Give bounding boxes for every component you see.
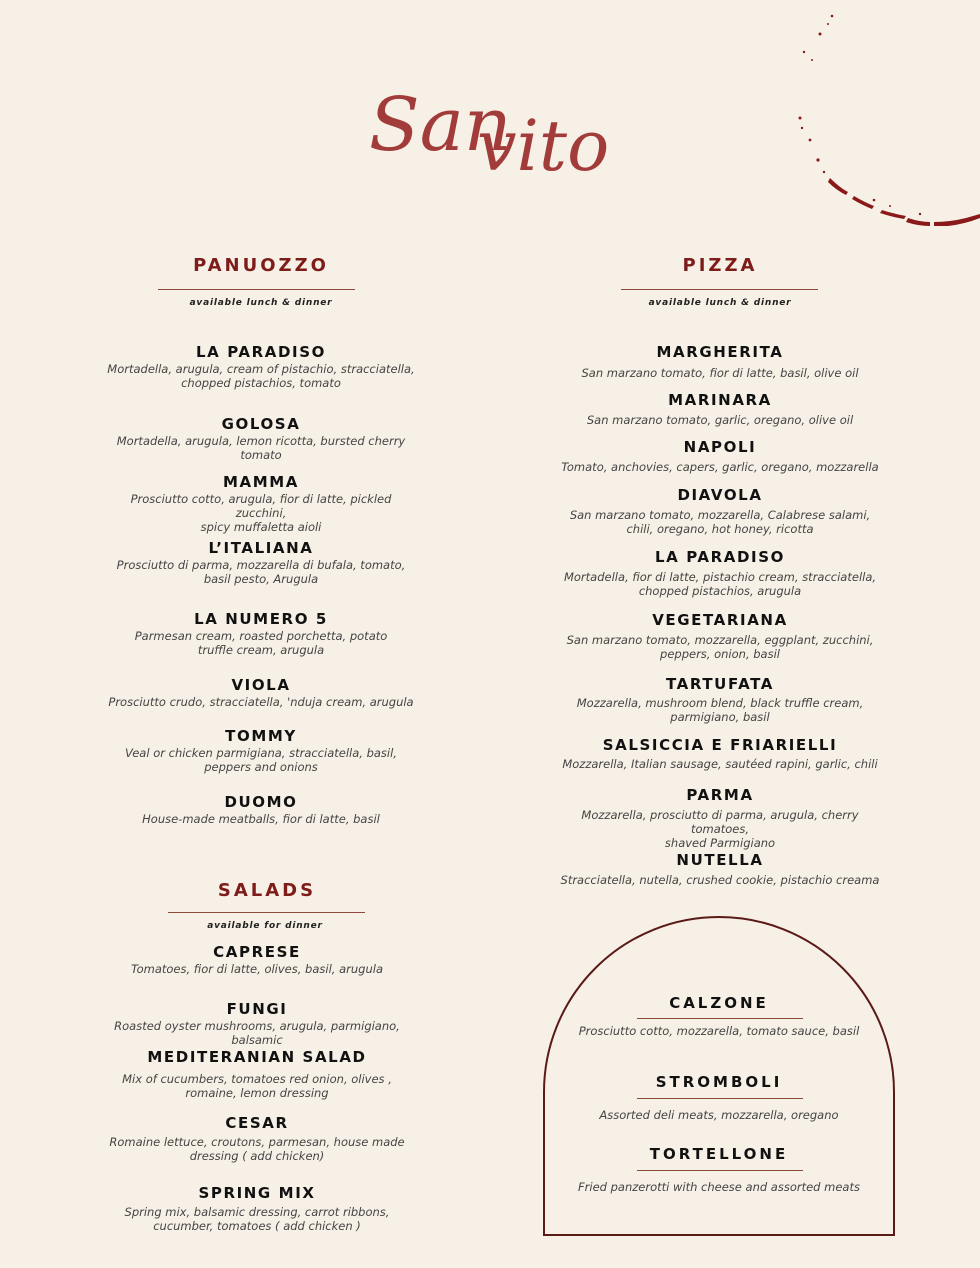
menu-item-desc: cucumber, tomatoes ( add chicken ) <box>153 1219 361 1233</box>
section-title-salads: SALADS <box>217 880 317 901</box>
special-item-desc: Assorted deli meats, mozzarella, oregano <box>599 1108 839 1122</box>
salads-section <box>96 0 418 1268</box>
section-availability-note: available for dinner <box>207 921 323 931</box>
menu-item <box>560 438 880 474</box>
menu-item-desc: Stracciatella, nutella, crushed cookie, pistachio creama <box>560 873 880 887</box>
section-availability-note: available lunch & dinner <box>189 298 333 308</box>
menu-item-name: VIOLA <box>231 676 291 694</box>
menu-item-desc: Mortadella, arugula, lemon ricotta, bursted cherry tomato <box>116 434 406 462</box>
special-divider <box>637 1098 803 1099</box>
menu-item-name: VEGETARIANA <box>652 611 788 629</box>
menu-item-desc: Mozzarella, Italian sausage, sautéed rapini, garlic, chili <box>562 757 878 771</box>
menu-item-desc: basil pesto, Arugula <box>203 572 319 586</box>
menu-item-desc: Parmesan cream, roasted porchetta, potato <box>134 629 388 643</box>
menu-item-name: MEDITERANIAN SALAD <box>147 1048 367 1066</box>
menu-item-desc: parmigiano, basil <box>670 710 770 724</box>
section-divider <box>621 289 818 290</box>
menu-item <box>560 548 880 598</box>
menu-item-desc: Spring mix, balsamic dressing, carrot ribbons, <box>124 1205 390 1219</box>
section-title-pizza: PIZZA <box>682 255 758 276</box>
menu-item-desc: Tomato, anchovies, capers, garlic, oregano, mozzarella <box>561 460 879 474</box>
menu-item-desc: Mozzarella, mushroom blend, black truffle cream, <box>576 696 864 710</box>
special-item-name: TORTELLONE <box>649 1145 789 1163</box>
menu-item <box>96 943 418 976</box>
menu-item-desc: chopped pistachios, tomato <box>181 376 341 390</box>
menu-item-desc: dressing ( add chicken) <box>189 1149 325 1163</box>
menu-item-desc: Prosciutto di parma, mozzarella di bufala, tomato, <box>116 558 406 572</box>
menu-item-desc: Veal or chicken parmigiana, stracciatella, basil, <box>125 746 397 760</box>
menu-item-name: DIAVOLA <box>677 486 763 504</box>
menu-item-name: TARTUFATA <box>665 675 774 693</box>
menu-item-desc: San marzano tomato, mozzarella, eggplant, zucchini, <box>566 633 874 647</box>
logo-text-1: San <box>369 82 512 168</box>
menu-item-name: SALSICCIA E FRIARIELLI <box>602 736 838 754</box>
section-availability-note: available lunch & dinner <box>648 298 792 308</box>
menu-item-desc: Prosciutto crudo, stracciatella, 'nduja cream, arugula <box>108 695 414 709</box>
menu-item <box>560 675 880 724</box>
menu-item-name: NAPOLI <box>683 438 757 456</box>
section-title-panuozzo: PANUOZZO <box>193 255 329 276</box>
menu-item-desc: spicy muffaletta aioli <box>200 520 322 534</box>
menu-item-desc: Prosciutto cotto, arugula, fior di latte, pickled zucchini, <box>130 492 392 520</box>
menu-item-desc: shaved Parmigiano <box>664 836 776 850</box>
special-divider <box>637 1018 803 1019</box>
menu-item-desc: Roasted oyster mushrooms, arugula, parmigiano, balsamic <box>114 1019 400 1047</box>
menu-item-name: GOLOSA <box>221 415 301 433</box>
menu-item-desc: Mortadella, fior di latte, pistachio cream, stracciatella, <box>563 570 877 584</box>
menu-item-name: DUOMO <box>224 793 298 811</box>
menu-item-name: FUNGI <box>226 1000 288 1018</box>
menu-item-name: LA NUMERO 5 <box>194 610 328 628</box>
menu-item-desc: House-made meatballs, fior di latte, basil <box>142 812 380 826</box>
menu-item-desc: chopped pistachios, arugula <box>638 584 802 598</box>
menu-item-desc: Mortadella, arugula, cream of pistachio, stracciatella, <box>107 362 415 376</box>
menu-item-name: NUTELLA <box>676 851 764 869</box>
menu-item-desc: Tomatoes, fior di latte, olives, basil, arugula <box>130 962 383 976</box>
menu-item-desc: San marzano tomato, garlic, oregano, olive oil <box>586 413 854 427</box>
menu-item-name: SPRING MIX <box>198 1184 316 1202</box>
menu-item-name: MARINARA <box>668 391 772 409</box>
menu-item <box>560 486 880 536</box>
menu-item-name: MARGHERITA <box>656 343 784 361</box>
special-item-name: STROMBOLI <box>655 1073 783 1091</box>
menu-item-name: LA PARADISO <box>655 548 785 566</box>
special-item-name: CALZONE <box>669 994 769 1012</box>
menu-item-desc: San marzano tomato, fior di latte, basil, olive oil <box>581 366 859 380</box>
menu-item-name: MAMMA <box>223 473 299 491</box>
menu-item-desc: peppers, onion, basil <box>660 647 780 661</box>
special-item-desc: Fried panzerotti with cheese and assorted meats <box>578 1180 860 1194</box>
menu-item-name: PARMA <box>686 786 754 804</box>
menu-item-desc: Mix of cucumbers, tomatoes red onion, olives , <box>122 1072 392 1086</box>
menu-item <box>96 1114 418 1163</box>
menu-item-desc: San marzano tomato, mozzarella, Calabrese salami, <box>569 508 871 522</box>
menu-item <box>96 1000 418 1047</box>
menu-item-name: CESAR <box>225 1114 289 1132</box>
menu-item <box>560 391 880 427</box>
menu-item <box>560 786 880 850</box>
menu-item-desc: Mozzarella, prosciutto di parma, arugula, cherry tomatoes, <box>581 808 859 836</box>
menu-item <box>560 851 880 887</box>
special-divider <box>637 1170 803 1171</box>
menu-item-name: L’ITALIANA <box>208 539 314 557</box>
logo-text-2: vito <box>477 105 610 187</box>
menu-item-name: TOMMY <box>225 727 297 745</box>
menu-item-desc: truffle cream, arugula <box>197 643 325 657</box>
menu-item <box>560 736 880 771</box>
menu-item-name: LA PARADISO <box>196 343 326 361</box>
menu-item <box>96 1184 418 1233</box>
section-divider <box>168 912 365 913</box>
menu-item <box>560 343 880 380</box>
menu-item-desc: Romaine lettuce, croutons, parmesan, house made <box>109 1135 405 1149</box>
menu-item-desc: romaine, lemon dressing <box>185 1086 329 1100</box>
special-item-desc: Prosciutto cotto, mozzarella, tomato sauce, basil <box>578 1024 860 1038</box>
menu-item-name: CAPRESE <box>213 943 301 961</box>
menu-item-desc: chili, oregano, hot honey, ricotta <box>626 522 814 536</box>
menu-item <box>560 611 880 661</box>
menu-item-desc: peppers and onions <box>204 760 318 774</box>
menu-item <box>96 1048 418 1100</box>
